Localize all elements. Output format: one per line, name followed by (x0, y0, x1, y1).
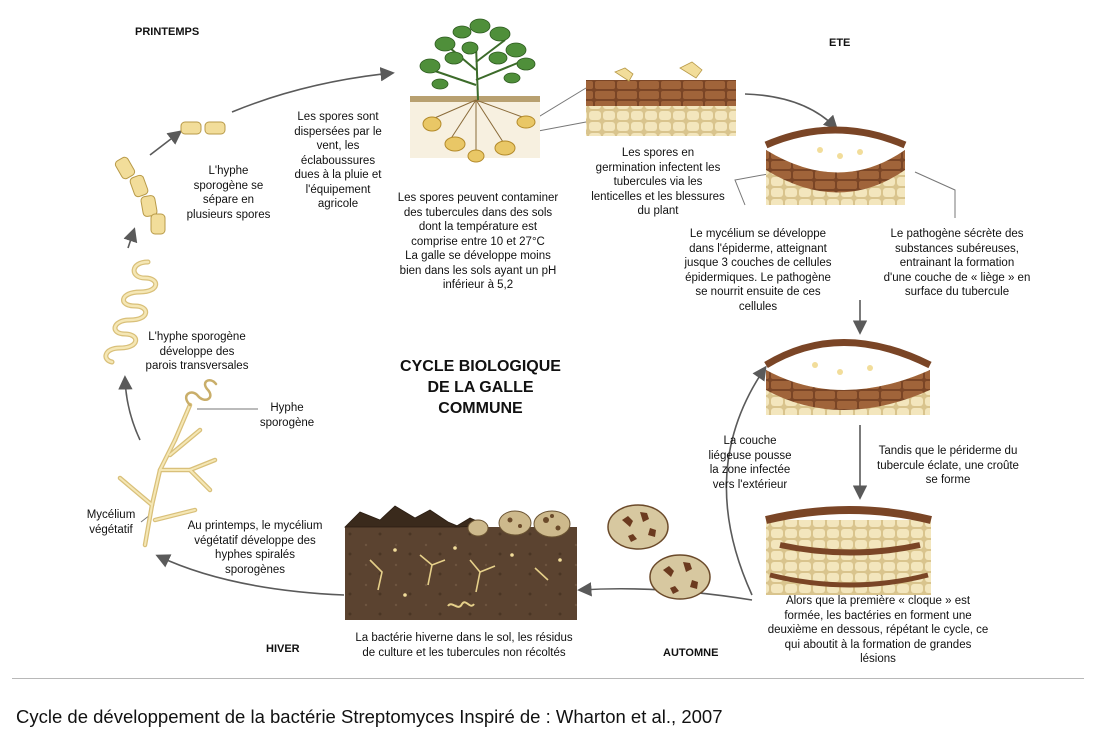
text-suberous: Le pathogène sécrète des substances subéreuses, entrainant la formation d'une couche de « liège » en surface du tubercule (883, 228, 1031, 298)
text-transverse-walls: L'hyphe sporogène développe des parois transversales (145, 331, 249, 372)
arrow-spores-to-pair (150, 132, 180, 155)
blister-section-1 (766, 130, 905, 205)
arrow-to-plant (232, 73, 392, 112)
label-hyphe: Hyphe sporogène (259, 402, 315, 429)
text-crust: Tandis que le périderme du tubercule éclate, une croûte se forme (877, 445, 1019, 486)
text-spring-mycelium: Au printemps, le mycélium végétatif développe des hyphes spiralés sporogènes (187, 520, 323, 576)
blister-section-3 (766, 510, 931, 595)
text-soil-conditions: Les spores peuvent contaminer des tubercules dans des sols dont la température est comprise entre 10 et 27°C La galle se développe moins bien dans les sols ayant un pH inférieur à 5,2 (397, 192, 559, 291)
text-spores-germination: Les spores en germination infectent les tubercules via les lenticelles et les blessures du plant (591, 147, 725, 217)
season-winter: HIVER (266, 643, 300, 655)
arrow-to-blister-1 (745, 94, 836, 128)
text-cork-layer: La couche liégeuse pousse la zone infectée vers l'extérieur (708, 435, 792, 491)
text-spores-dispersed: Les spores sont dispersées par le vent, les éclaboussures dues à la pluie et l'équipement agricole (294, 111, 382, 210)
text-mycelium-epidermis: Le mycélium se développe dans l'épiderme, atteignant jusque 3 couches de cellules épidermiques. Le pathogène se nourrit ensuite de ces cellules (684, 228, 832, 313)
scabbed-tuber-icon (608, 505, 710, 599)
season-spring: PRINTEMPS (135, 26, 200, 38)
blister-section-2 (766, 343, 930, 416)
caption-divider (12, 678, 1084, 679)
text-winter-soil: La bactérie hiverne dans le sol, les résidus de culture et les tubercules non récoltés (355, 632, 573, 659)
spore-chain-icon (114, 156, 165, 234)
season-summer: ETE (829, 37, 851, 49)
tuber-tissue-section-icon (586, 62, 736, 136)
spore-pair-icon (181, 122, 225, 134)
arrow-hypha-to-coil (125, 378, 140, 440)
season-autumn: AUTOMNE (663, 647, 719, 659)
diagram-title: CYCLE BIOLOGIQUE DE LA GALLE COMMUNE (400, 358, 561, 417)
figure-caption: Cycle de développement de la bactérie Streptomyces Inspiré de : Wharton et al., 2007 (16, 706, 723, 727)
arrow-coil-to-chain (128, 230, 134, 248)
text-hyphe-separates: L'hyphe sporogène se sépare en plusieurs spores (186, 165, 271, 221)
label-mycelium: Mycélium végétatif (86, 509, 136, 536)
text-blister: Alors que la première « cloque » est formée, les bactéries en forment une deuxième en dessous, répétant le cycle, ce qui aboutit à la formation de grandes lésions (767, 595, 989, 665)
soil-cross-section-icon (345, 506, 577, 620)
plant-potato-icon (410, 19, 540, 162)
